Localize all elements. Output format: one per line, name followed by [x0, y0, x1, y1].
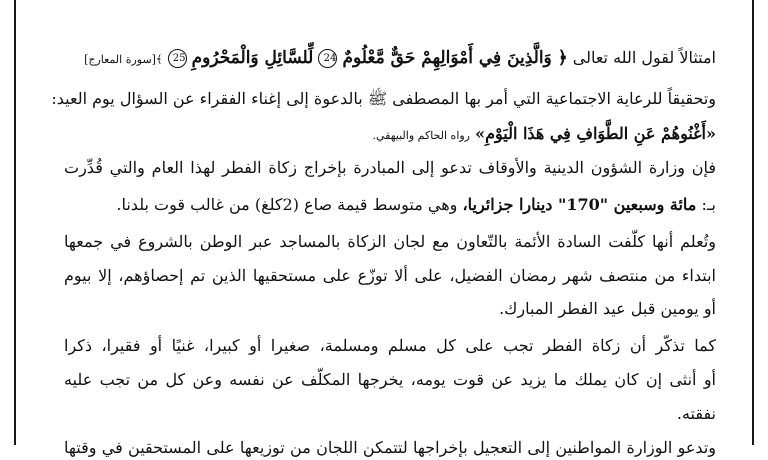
line-quran-quote — [64, 46, 716, 72]
line-who-pays: أو أنثى إن كان يملك ما يزيد عن قوت يومه، يخرجها المكلّف عن نفسه وعن كل من تجب عليه — [64, 370, 716, 389]
line-imams: وتُعلم أنها كلّفت السادة الأئمة بالتّعاون مع لجان الزكاة بالمساجد عبر الوطن بالشروع في جمعها — [64, 232, 717, 251]
verse-part-b: لِّلسَّائِلِ وَالْمَحْرُومِ — [191, 48, 314, 68]
surah-reference: ﴾[سورة المعارج] — [84, 53, 163, 66]
page-border-right — [752, 0, 754, 445]
amount-detail: وهي متوسط قيمة صاع (2كلغ) من غالب قوت بلدنا. — [116, 195, 458, 214]
intro-text: امتثالاً لقول الله تعالى — [572, 48, 716, 67]
line-dependents: نفقته. — [676, 404, 716, 423]
amount-prefix: بـ: — [701, 195, 716, 214]
line-obligation: كما تذكّر أن زكاة الفطر تجب على كل مسلم ومسلمة، صغيرا أو كبيرا، غنيًا أو فقيرا، ذكرا — [64, 336, 716, 355]
line-ministry-call: فإن وزارة الشؤون الدينية والأوقاف تدعو إلى المبادرة بإخراج زكاة الفطر لهذا العام والتي قُدِّرت — [64, 158, 716, 177]
line-cut-off: وتدعو الوزارة المواطنين إلى التعجيل بإخراجها لتتمكن اللجان من توزيعها على المستحقين في وقتها — [64, 438, 716, 457]
zakat-amount: مائة وسبعين "170" دينارا جزائريا، — [462, 195, 697, 214]
verse-part-a: ﴿ وَالَّذِينَ فِي أَمْوَالِهِمْ حَقٌّ مَّعْلُومٌ — [342, 48, 568, 68]
line-start-date: ابتداء من منتصف شهر رمضان الفضيل، على ألا توزّع على مستحقيها الذين تم إحصاؤهم، إلا بيوم — [64, 266, 716, 285]
hadith-source: رواه الحاكم والبيهقي. — [372, 129, 470, 142]
line-social-care: وتحقيقاً للرعاية الاجتماعية التي أمر بها المصطفى ﷺ بالدعوة إلى إغناء الفقراء عن السؤال يوم العيد: — [51, 89, 716, 108]
page-border-left — [14, 0, 16, 445]
ayah-number-24: 24 — [318, 49, 337, 68]
line-before-eid: أو يومين قبل عيد الفطر المبارك. — [499, 299, 716, 318]
ayah-number-25: 25 — [168, 49, 187, 68]
hadith-text: «أَغْنُوهُمْ عَنِ الطَّوَافِ فِي هَذَا الْيَوْمِ» — [475, 124, 716, 143]
line-amount — [64, 193, 716, 217]
line-hadith — [64, 122, 716, 148]
